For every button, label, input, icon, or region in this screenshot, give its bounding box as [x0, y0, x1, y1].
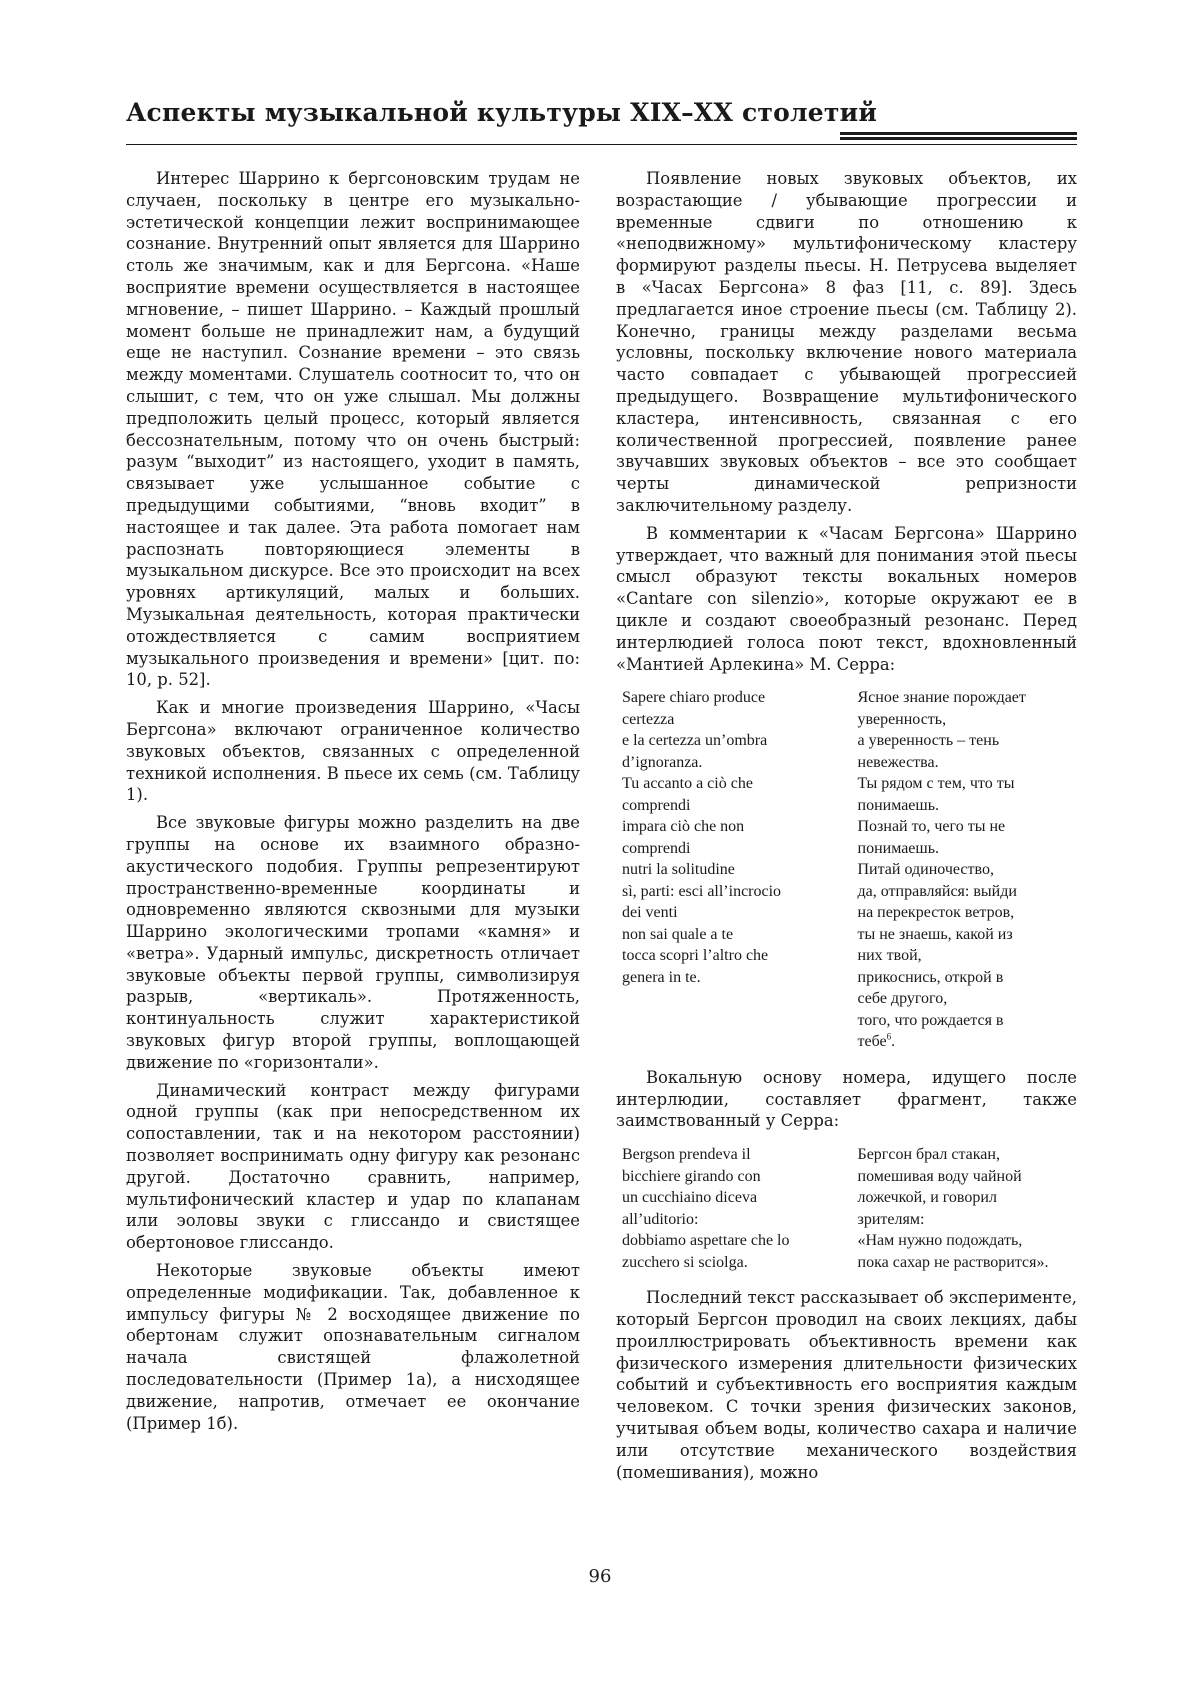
- body-paragraph: Последний текст рассказывает об эксперименте, который Бергсон проводил на своих лекциях, дабы проиллюстрировать объективность времени как физического измерения длительности физических событий и субъективность его восприятия каждым человеком. С точки зрения физических законов, учитывая объем воды, количество сахара и наличие или отсутствие механического воздействия (помешивания), можно: [616, 1288, 1077, 1482]
- page-number: 96: [588, 1566, 612, 1587]
- body-paragraph: Вокальную основу номера, идущего после интерлюдии, составляет фрагмент, также заимствованный у Серра:: [616, 1067, 1077, 1131]
- footnote-mark[interactable]: 6: [886, 1032, 892, 1042]
- body-paragraph: Динамический контраст между фигурами одной группы (как при непосредственном их сопоставлении, так и на некотором расстоянии) позволяет воспринимать одну фигуру как резонанс другой. Достаточно сравнить, например, мультифонический кластер и удар по клапанам или эоловы звуки с глиссандо и свистящее обертоновое глиссандо.: [126, 1080, 580, 1253]
- body-paragraph: Некоторые звуковые объекты имеют определенные модификации. Так, добавленное к импульсу фигуры № 2 восходящее движение по обертонам служит опознавательным сигналом начала свистящей флажолетной последовательности (Пример 1а), а нисходящее движение, напротив, отмечает ее окончание (Пример 1б).: [126, 1261, 580, 1433]
- verse-russian-text: Ясное знание порождает уверенность, а уверенность – тень невежества. Ты рядом с тем, что ты понимаешь. Познай то, чего ты не понимаешь. Питай одиночество, да, отправляйся: выйди на перекресток ветров, ты не знаешь, какой из них твой, прикоснись, открой в себе другого, того, что рождается в тебе: [857, 689, 1026, 1051]
- body-paragraph: Интерес Шаррино к бергсоновским трудам не случаен, поскольку в центре его музыкально-эстетической концепции лежит воспринимающее сознание. Внутренний опыт является для Шаррино столь же значимым, как и для Бергсона. «Наше восприятие времени осуществляется в настоящее мгновение, – пишет Шаррино. – Каждый прошлый момент больше не принадлежит нам, а будущий еще не наступил. Сознание времени – это связь между моментами. Слушатель соотносит то, что он слышит, с тем, что он уже слышал. Мы должны предположить целый процесс, который является бессознательным, потому что он очень быстрый: разум “выходит” из настоящего, уходит в память, связывает уже услышанное событие с предыдущими событиями, “вновь входит” в настоящее и так далее. Эта работа помогает нам распознать повторяющиеся элементы в музыкальном дискурсе. Все это происходит на всех уровнях артикуляций, малых и больших. Музыкальная деятельность, которая практически отождествляется с самим восприятием музыкального произведения и времени» [цит. по: 10, p. 52].: [126, 169, 580, 690]
- verse-block-harlequin: [622, 687, 1077, 1053]
- header-rule-accent-1: [840, 132, 1077, 135]
- verse-italian: Sapere chiaro produce certezza e la certezza un’ombra d’ignoranza. Tu accanto a ciò che comprendi impara ciò che non comprendi nutri la solitudine sì, parti: esci all’incrocio dei venti non sai quale a te tocca scopri l’altro che genera in te.: [622, 689, 782, 986]
- header-rule-accent-2: [840, 137, 1077, 140]
- verse-russian: Бергсон брал стакан, помешивая воду чайной ложечкой, и говорил зрителям: «Нам нужно подождать, пока сахар не растворится».: [857, 1146, 1049, 1271]
- body-paragraph: Появление новых звуковых объектов, их возрастающие / убывающие прогрессии и временные сдвиги по отношению к «неподвижному» мультифоническому кластеру формируют разделы пьесы. Н. Петрусева выделяет в «Часах Бергсона» 8 фаз [11, с. 89]. Здесь предлагается иное строение пьесы (см. Таблицу 2). Конечно, границы между разделами весьма условны, поскольку включение нового материала часто совпадает с убывающей прогрессией предыдущего. Возвращение мультифонического кластера, интенсивность, связанная с его количественной прогрессией, появление ранее звучавших звуковых объектов – все это сообщает черты динамической репризности заключительному разделу.: [616, 169, 1077, 515]
- verse-block-bergson: [622, 1144, 1077, 1273]
- running-header-title: Аспекты музыкальной культуры XIX–XX столетий: [126, 98, 878, 127]
- verse-russian: Ясное знание порождает уверенность, а уверенность – тень невежества. Ты рядом с тем, что ты понимаешь. Познай то, чего ты не понимаешь. Питай одиночество, да, отправляйся: выйди на перекресток ветров, ты не знаешь, какой из них твой, прикоснись, открой в себе другого, того, что рождается в тебе$^6$.: [857, 689, 1026, 1051]
- body-paragraph: В комментарии к «Часам Бергсона» Шаррино утверждает, что важный для понимания этой пьесы смысл образуют тексты вокальных номеров «Cantare con silenzio», которые окружают ее в цикле и создают своеобразный резонанс. Перед интерлюдией голоса поют текст, вдохновленный «Мантией Арлекина» М. Серра:: [616, 523, 1077, 674]
- left-column: [126, 168, 580, 1440]
- verse-italian: Bergson prendeva il bicchiere girando con un cucchiaino diceva all’uditorio: dobbiamo aspettare che lo zucchero si sciolga.: [622, 1146, 790, 1271]
- body-paragraph: Как и многие произведения Шаррино, «Часы Бергсона» включают ограниченное количество звуковых объектов, связанных с определенной техникой исполнения. В пьесе их семь (см. Таблицу 1).: [126, 698, 580, 805]
- body-paragraph: Все звуковые фигуры можно разделить на две группы на основе их взаимного образно-акустического подобия. Группы репрезентируют пространственно-временные координаты и одновременно являются сквозными для музыки Шаррино экологическими тропами «камня» и «ветра». Ударный импульс, дискретность отличает звуковые объекты первой группы, символизируя разрыв, «вертикаль». Протяженность, континуальность служит характеристикой звуковых фигур второй группы, воплощающей движение по «горизонтали».: [126, 813, 580, 1072]
- header-rule: [126, 144, 1077, 145]
- right-column: [616, 168, 1077, 1489]
